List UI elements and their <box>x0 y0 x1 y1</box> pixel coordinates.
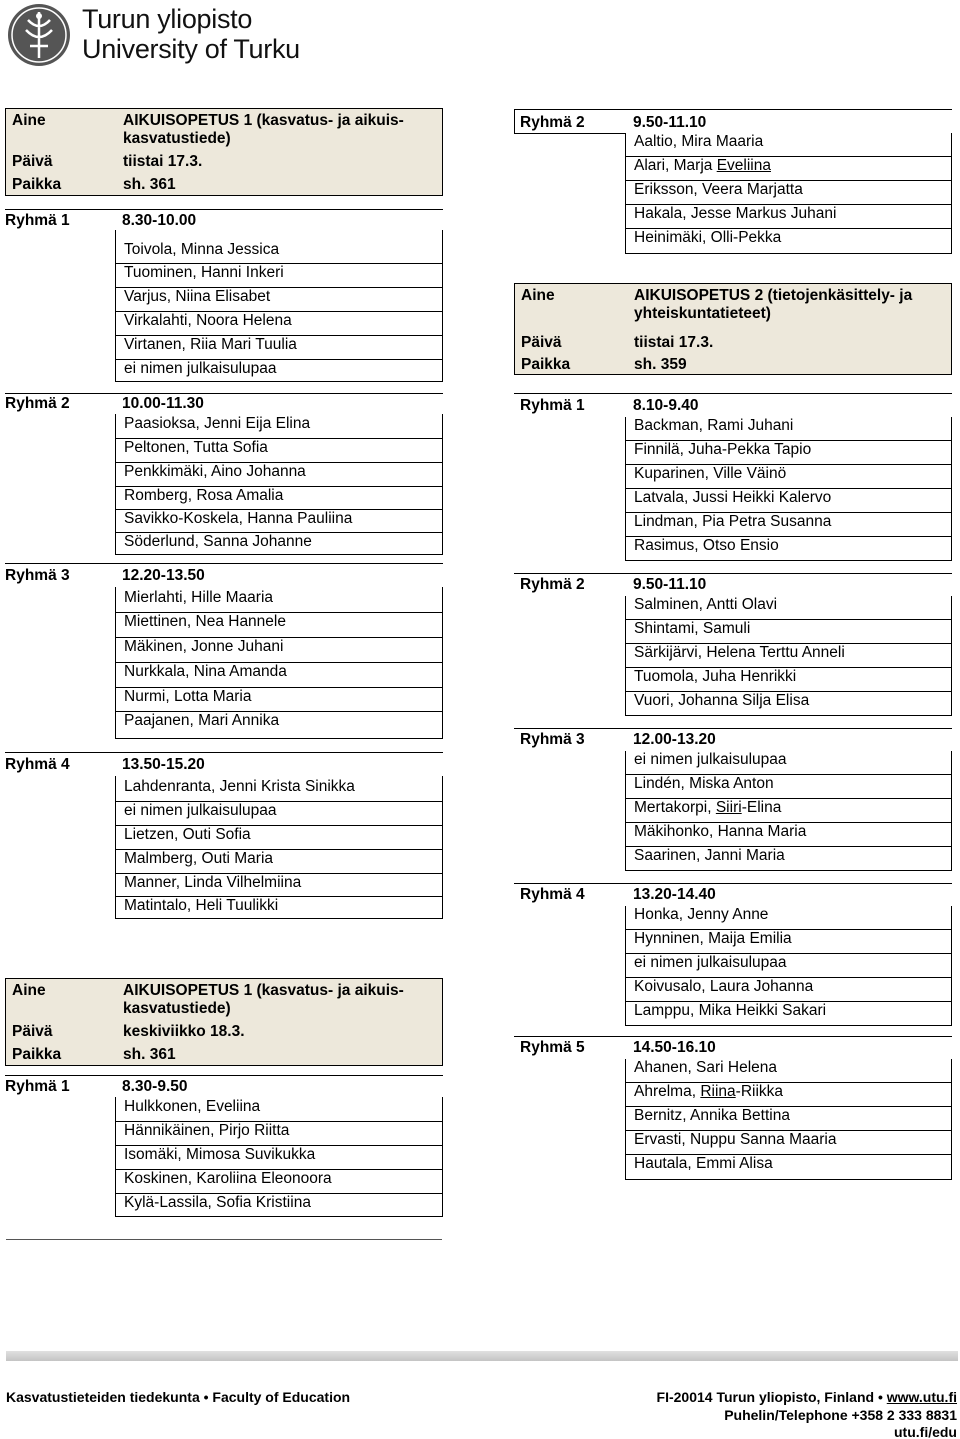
group-time: 12.20-13.50 <box>122 567 205 584</box>
list-item: Lietzen, Outi Sofia <box>116 826 442 850</box>
group-table <box>514 728 952 871</box>
group-label: Ryhmä 2 <box>520 114 585 131</box>
list-item: Backman, Rami Juhani <box>626 417 951 441</box>
divider <box>6 1239 442 1240</box>
list-item: Lahdenranta, Jenni Krista Sinikka <box>116 778 442 802</box>
list-item: Virtanen, Riia Mari Tuulia <box>116 336 442 360</box>
list-item: Honka, Jenny Anne <box>626 906 951 930</box>
list-item: Malmberg, Outi Maria <box>116 850 442 874</box>
group-time: 13.50-15.20 <box>122 756 205 773</box>
group-table <box>514 883 952 1026</box>
list-item: Varjus, Niina Elisabet <box>116 288 442 312</box>
university-name-fi: Turun yliopisto <box>82 4 253 34</box>
list-item: Hännikäinen, Pirjo Riitta <box>116 1122 442 1146</box>
group-time: 8.30-9.50 <box>122 1078 188 1095</box>
university-seal-icon <box>6 2 72 68</box>
list-item: ei nimen julkaisulupaa <box>124 360 277 377</box>
list-item: Aaltio, Mira Maaria <box>626 133 951 157</box>
group-table <box>5 752 443 919</box>
list-item: Toivola, Minna Jessica <box>116 241 442 264</box>
group-label: Ryhmä 4 <box>5 756 70 773</box>
group-time: 8.30-10.00 <box>122 212 197 229</box>
underlined-word: Siiri <box>715 799 742 816</box>
list-item: Söderlund, Sanna Johanne <box>124 533 312 550</box>
footer-phone: Puhelin/Telephone +358 2 333 8831 <box>724 1407 957 1423</box>
group-label: Ryhmä 3 <box>520 731 585 748</box>
list-item: Salminen, Antti Olavi <box>626 596 951 620</box>
list-item: Ahrelma, Riina-Riikka <box>626 1083 951 1107</box>
university-name-en: University of Turku <box>82 34 300 64</box>
group-time: 14.50-16.10 <box>633 1039 716 1056</box>
course-info-box <box>5 978 443 1066</box>
paiva-label: Päivä <box>12 1023 53 1040</box>
group-table <box>5 209 443 382</box>
paikka-label: Paikka <box>521 356 571 373</box>
underlined-word: Riina <box>700 1083 736 1100</box>
group-label: Ryhmä 4 <box>520 886 585 903</box>
list-item: Shintami, Samuli <box>626 620 951 644</box>
group-time: 9.50-11.10 <box>633 114 707 131</box>
paiva-label: Päivä <box>12 153 53 170</box>
aine-label: Aine <box>12 112 46 129</box>
paiva-value: keskiviikko 18.3. <box>123 1023 245 1040</box>
list-item: Nurkkala, Nina Amanda <box>116 663 442 688</box>
list-item: ei nimen julkaisulupaa <box>626 751 951 775</box>
list-item: Isomäki, Mimosa Suvikukka <box>116 1146 442 1170</box>
paikka-value: sh. 359 <box>634 356 687 373</box>
footer-divider <box>6 1351 958 1361</box>
group-table <box>514 109 952 254</box>
list-item: Rasimus, Otso Ensio <box>634 537 779 554</box>
list-item: Koskinen, Karoliina Eleonoora <box>116 1170 442 1194</box>
group-label: Ryhmä 1 <box>520 397 585 414</box>
aine-value-line2: kasvatustiede) <box>123 130 231 147</box>
group-table <box>5 563 443 739</box>
course-info-box <box>514 283 952 375</box>
list-item: Hulkkonen, Eveliina <box>116 1098 442 1122</box>
group-time: 12.00-13.20 <box>633 731 716 748</box>
list-item: Finnilä, Juha-Pekka Tapio <box>626 441 951 465</box>
paikka-label: Paikka <box>12 176 62 193</box>
list-item: Nurmi, Lotta Maria <box>116 688 442 712</box>
list-item: Bernitz, Annika Bettina <box>626 1107 951 1131</box>
list-item: Paasioksa, Jenni Eija Elina <box>116 415 442 439</box>
list-item: Lamppu, Mika Heikki Sakari <box>634 1002 827 1019</box>
list-item: Eriksson, Veera Marjatta <box>626 181 951 205</box>
website-link[interactable]: www.utu.fi <box>886 1389 957 1405</box>
list-item: Saarinen, Janni Maria <box>634 847 785 864</box>
list-item: Latvala, Jussi Heikki Kalervo <box>626 489 951 513</box>
aine-value-line2: kasvatustiede) <box>123 1000 231 1017</box>
aine-label: Aine <box>521 287 555 304</box>
paiva-label: Päivä <box>521 334 562 351</box>
list-item: Manner, Linda Vilhelmiina <box>116 874 442 897</box>
group-time: 8.10-9.40 <box>633 397 699 414</box>
group-table <box>514 393 952 561</box>
paiva-value: tiistai 17.3. <box>634 334 714 351</box>
list-item: Mäkinen, Jonne Juhani <box>116 638 442 663</box>
list-item: Kylä-Lassila, Sofia Kristiina <box>124 1194 311 1211</box>
list-item: Penkkimäki, Aino Johanna <box>116 463 442 487</box>
list-item: Tuomola, Juha Henrikki <box>626 668 951 692</box>
list-item: Alari, Marja Eveliina <box>626 157 951 181</box>
list-item: Lindén, Miska Anton <box>626 775 951 799</box>
group-label: Ryhmä 2 <box>520 576 585 593</box>
list-item: Kuparinen, Ville Väinö <box>626 465 951 489</box>
list-item: Virkalahti, Noora Helena <box>116 312 442 336</box>
list-item: Romberg, Rosa Amalia <box>116 487 442 510</box>
list-item: Ervasti, Nuppu Sanna Maaria <box>626 1131 951 1155</box>
paiva-value: tiistai 17.3. <box>123 153 203 170</box>
group-label: Ryhmä 1 <box>5 1078 70 1095</box>
group-time: 13.20-14.40 <box>633 886 716 903</box>
list-item: Koivusalo, Laura Johanna <box>626 978 951 1002</box>
list-item: Miettinen, Nea Hannele <box>116 613 442 638</box>
group-label: Ryhmä 5 <box>520 1039 585 1056</box>
list-item: Savikko-Koskela, Hanna Pauliina <box>116 510 442 533</box>
list-item: Hautala, Emmi Alisa <box>634 1155 773 1172</box>
list-item: ei nimen julkaisulupaa <box>116 802 442 826</box>
underlined-word: Eveliina <box>716 157 771 174</box>
group-table <box>5 1075 443 1217</box>
aine-label: Aine <box>12 982 46 999</box>
list-item: Paajanen, Mari Annika <box>124 712 280 729</box>
list-item: Matintalo, Heli Tuulikki <box>124 897 279 914</box>
list-item: Mertakorpi, Siiri-Elina <box>626 799 951 823</box>
group-label: Ryhmä 2 <box>5 395 70 412</box>
list-item: Peltonen, Tutta Sofia <box>116 439 442 463</box>
paikka-value: sh. 361 <box>123 176 176 193</box>
group-time: 10.00-11.30 <box>122 395 204 412</box>
aine-value-line1: AIKUISOPETUS 1 (kasvatus- ja aikuis- <box>123 112 404 129</box>
list-item: ei nimen julkaisulupaa <box>626 954 951 978</box>
list-item: Lindman, Pia Petra Susanna <box>626 513 951 537</box>
list-item: Tuominen, Hanni Inkeri <box>116 264 442 288</box>
aine-value-line1: AIKUISOPETUS 1 (kasvatus- ja aikuis- <box>123 982 404 999</box>
list-item: Ahanen, Sari Helena <box>626 1059 951 1083</box>
footer-web: utu.fi/edu <box>894 1424 957 1439</box>
footer-address: FI-20014 Turun yliopisto, Finland • www.utu.fi <box>656 1389 957 1405</box>
group-time: 9.50-11.10 <box>633 576 707 593</box>
list-item: Mierlahti, Hille Maaria <box>116 589 442 613</box>
paikka-label: Paikka <box>12 1046 62 1063</box>
group-table <box>514 1036 952 1180</box>
paikka-value: sh. 361 <box>123 1046 176 1063</box>
list-item: Vuori, Johanna Silja Elisa <box>634 692 810 709</box>
course-info-box <box>5 108 443 196</box>
list-item: Hynninen, Maija Emilia <box>626 930 951 954</box>
list-item: Mäkihonko, Hanna Maria <box>626 823 951 847</box>
list-item: Heinimäki, Olli-Pekka <box>634 229 782 246</box>
list-item: Hakala, Jesse Markus Juhani <box>626 205 951 229</box>
aine-value-line1: AIKUISOPETUS 2 (tietojenkäsittely- ja <box>634 287 913 304</box>
group-table <box>514 573 952 716</box>
list-item: Särkijärvi, Helena Terttu Anneli <box>626 644 951 668</box>
group-label: Ryhmä 1 <box>5 212 70 229</box>
group-label: Ryhmä 3 <box>5 567 70 584</box>
aine-value-line2: yhteiskuntatieteet) <box>634 305 771 322</box>
group-table <box>5 393 443 555</box>
faculty-name: Kasvatustieteiden tiedekunta • Faculty of Education <box>6 1389 351 1405</box>
